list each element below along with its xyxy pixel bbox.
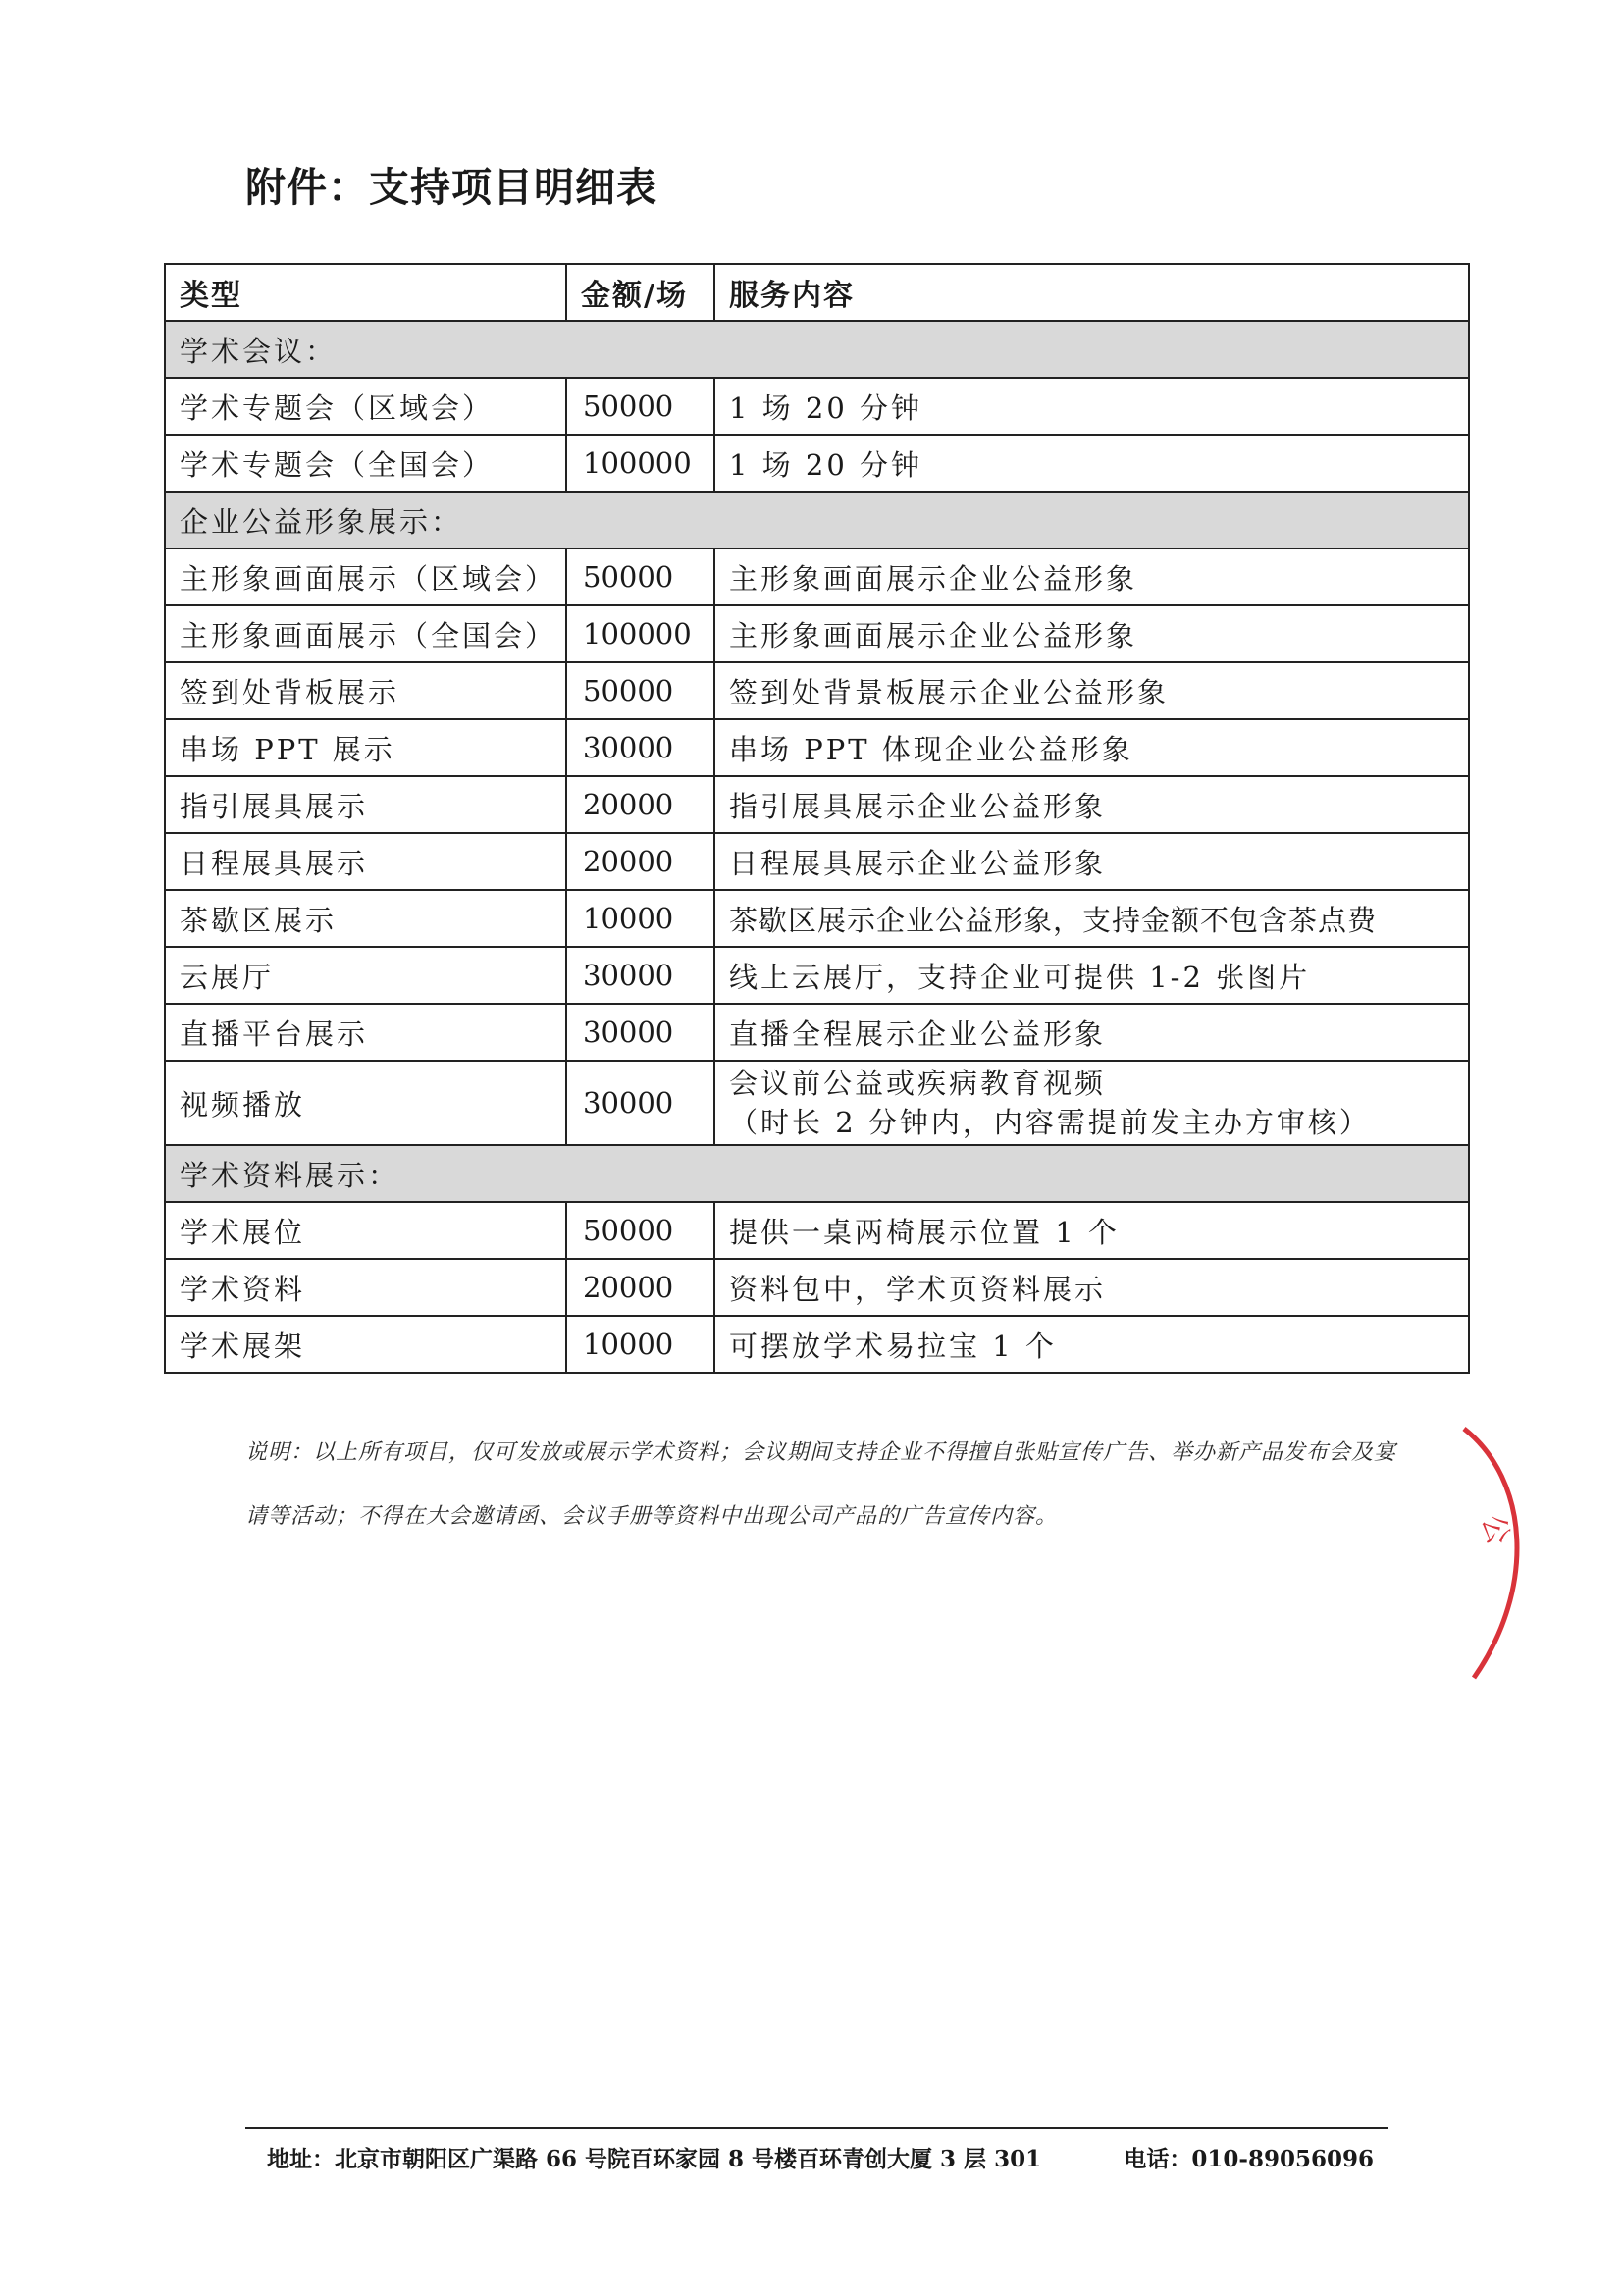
page-title: 附件：支持项目明细表 [245,164,657,211]
footer-phone: 电话：010-89056096 [1124,2146,1374,2172]
cell-amount: 30000 [566,947,714,1004]
cell-amount: 50000 [566,548,714,605]
cell-type: 指引展具展示 [165,776,566,833]
table-row [165,1259,1469,1316]
cell-amount: 100000 [566,435,714,492]
cell-type: 主形象画面展示（全国会） [165,605,566,662]
table-row [165,890,1469,947]
cell-content: 1 场 20 分钟 [714,435,1469,492]
cell-amount: 50000 [566,1202,714,1259]
cell-type: 云展厅 [165,947,566,1004]
cell-amount: 30000 [566,1004,714,1061]
cell-content: 提供一桌两椅展示位置 1 个 [714,1202,1469,1259]
cell-amount: 20000 [566,833,714,890]
cell-type: 直播平台展示 [165,1004,566,1061]
cell-type: 签到处背板展示 [165,662,566,719]
cell-amount: 30000 [566,719,714,776]
footer-divider [245,2127,1388,2129]
cell-content-line1: 会议前公益或疾病教育视频 [729,1067,1107,1100]
section-row-academic-materials [165,1145,1469,1202]
table-row [165,435,1469,492]
section-label: 学术资料展示： [165,1145,1469,1202]
cell-content: 主形象画面展示企业公益形象 [714,548,1469,605]
cell-content: 主形象画面展示企业公益形象 [714,605,1469,662]
section-label: 学术会议： [165,321,1469,378]
table-row [165,947,1469,1004]
cell-type: 日程展具展示 [165,833,566,890]
cell-type: 学术展架 [165,1316,566,1373]
cell-content [714,1061,1469,1145]
cell-amount: 50000 [566,662,714,719]
cell-type: 学术专题会（区域会） [165,378,566,435]
cell-amount: 20000 [566,1259,714,1316]
table-row [165,662,1469,719]
header-type: 类型 [165,264,566,321]
cell-amount: 50000 [566,378,714,435]
cell-amount: 10000 [566,890,714,947]
cell-type: 视频播放 [165,1061,566,1145]
cell-type: 茶歇区展示 [165,890,566,947]
cell-content: 日程展具展示企业公益形象 [714,833,1469,890]
table-row [165,1004,1469,1061]
red-seal-stamp [1460,1421,1539,1686]
table-row [165,1316,1469,1373]
table-row [165,605,1469,662]
section-row-corporate-image [165,492,1469,548]
table-row [165,1202,1469,1259]
cell-content: 直播全程展示企业公益形象 [714,1004,1469,1061]
cell-content: 1 场 20 分钟 [714,378,1469,435]
cell-type: 学术资料 [165,1259,566,1316]
cell-amount: 100000 [566,605,714,662]
cell-content: 线上云展厅，支持企业可提供 1-2 张图片 [714,947,1469,1004]
table-header-row [165,264,1469,321]
cell-type: 串场 PPT 展示 [165,719,566,776]
table-row [165,548,1469,605]
stamp-char: 公 [1474,1511,1516,1549]
page-footer [245,2141,1374,2173]
section-row-academic-meeting [165,321,1469,378]
cell-content: 指引展具展示企业公益形象 [714,776,1469,833]
cell-content: 签到处背景板展示企业公益形象 [714,662,1469,719]
disclaimer-note: 说明：以上所有项目，仅可发放或展示学术资料；会议期间支持企业不得擅自张贴宣传广告、举办新产品发布会及宴请等活动；不得在大会邀请函、会议手册等资料中出现公司产品的广告宣传内容。 [245,1440,1397,1529]
cell-type: 学术专题会（全国会） [165,435,566,492]
support-items-table [164,263,1470,1374]
cell-amount: 30000 [566,1061,714,1145]
cell-content: 可摆放学术易拉宝 1 个 [714,1316,1469,1373]
section-label: 企业公益形象展示： [165,492,1469,548]
cell-amount: 10000 [566,1316,714,1373]
table-row [165,1061,1469,1145]
header-content: 服务内容 [714,264,1469,321]
cell-type: 学术展位 [165,1202,566,1259]
table-row [165,378,1469,435]
cell-content: 资料包中，学术页资料展示 [714,1259,1469,1316]
cell-type: 主形象画面展示（区域会） [165,548,566,605]
cell-content-line2: （时长 2 分钟内，内容需提前发主办方审核） [729,1106,1371,1139]
cell-content: 茶歇区展示企业公益形象，支持金额不包含茶点费 [714,890,1469,947]
table-row [165,776,1469,833]
cell-content: 串场 PPT 体现企业公益形象 [714,719,1469,776]
table-row [165,719,1469,776]
footer-address: 地址：北京市朝阳区广渠路 66 号院百环家园 8 号楼百环青创大厦 3 层 301 [267,2146,1042,2172]
cell-amount: 20000 [566,776,714,833]
table-row [165,833,1469,890]
header-amount: 金额/场 [566,264,714,321]
